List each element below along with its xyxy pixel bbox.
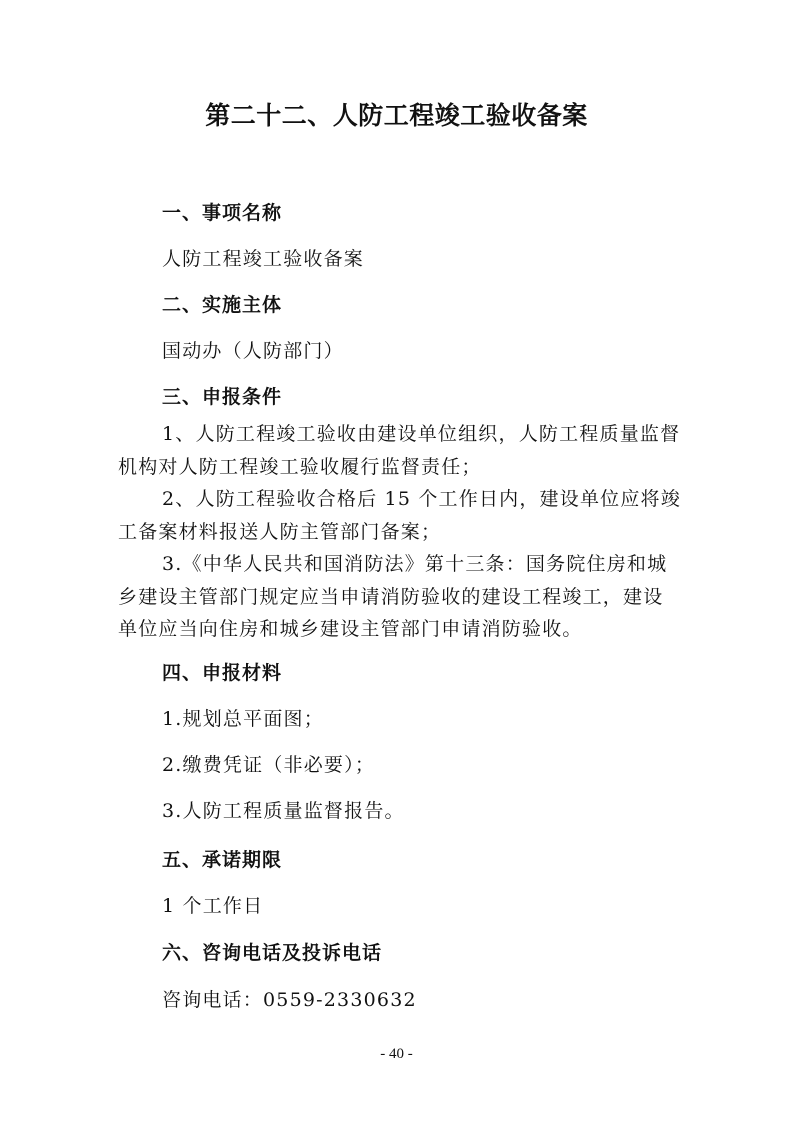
page-number: - 40 - [380,1046,413,1062]
page-title: 第二十二、人防工程竣工验收备案 [205,101,588,130]
contact-phone-text: 咨询电话：0559-2330632 [162,989,417,1011]
condition-line: 工备案材料报送人防主管部门备案； [118,521,442,543]
condition-line: 单位应当向住房和城乡建设主管部门申请消防验收。 [118,618,583,640]
commitment-period-text: 1 个工作日 [162,895,264,917]
condition-line: 3.《中华人民共和国消防法》第十三条：国务院住房和城 [162,553,668,575]
section-heading-item-name: 一、事项名称 [162,202,283,224]
implementing-body-text: 国动办（人防部门） [162,340,344,362]
section-heading-materials: 四、申报材料 [162,662,283,684]
condition-line: 2、人防工程验收合格后 15 个工作日内，建设单位应将竣 [162,488,681,510]
section-heading-conditions: 三、申报条件 [162,386,283,408]
material-item: 1.规划总平面图； [162,708,324,730]
section-heading-commitment-period: 五、承诺期限 [162,849,283,871]
condition-line: 乡建设主管部门规定应当申请消防验收的建设工程竣工，建设 [118,586,664,608]
material-item: 2.缴费凭证（非必要）； [162,754,376,776]
section-heading-implementing-body: 二、实施主体 [162,294,283,316]
section-heading-contact: 六、咨询电话及投诉电话 [162,942,383,964]
material-item: 3.人防工程质量监督报告。 [162,800,405,822]
condition-line: 机构对人防工程竣工验收履行监督责任； [118,456,482,478]
item-name-text: 人防工程竣工验收备案 [162,248,365,270]
condition-line: 1、人防工程竣工验收由建设单位组织，人防工程质量监督 [162,423,681,445]
